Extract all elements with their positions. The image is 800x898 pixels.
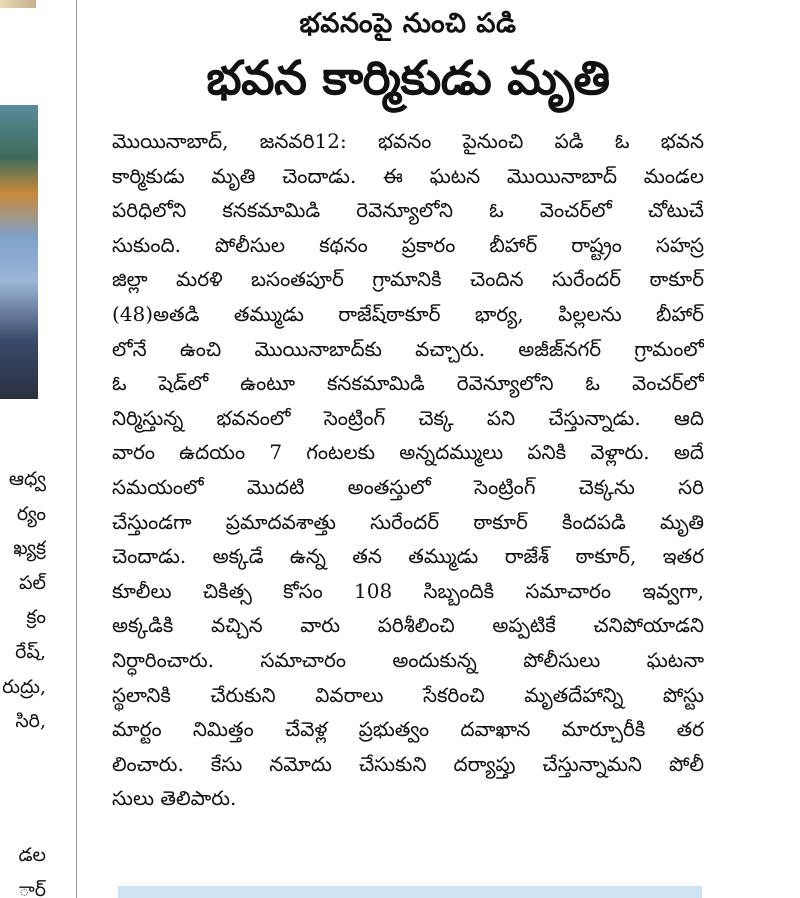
body-line: లించారు. కేసు నమోదు చేసుకుని దర్యాప్తు చేస్తున్నామని పోలీ	[112, 751, 704, 776]
body-line: పరిధిలోని కనకమామిడి రెవెన్యూలోని ఓ వెంచర్‌లో చోటుచే	[112, 198, 704, 223]
left-photo-clipped	[0, 105, 38, 399]
left-snippet: క్రం	[26, 606, 46, 629]
article-headline: భవన కార్మికుడు మృతి	[206, 51, 610, 106]
body-line: స్థలానికి చేరుకుని వివరాలు సేకరించి మృతదేహాన్ని పోస్టు	[112, 682, 704, 707]
body-line: మార్టం నిమిత్తం చేవెళ్ల ప్రభుత్వం దవాఖాన మార్చూరీకి తర	[112, 717, 704, 742]
body-line: సమయంలో మొదటి అంతస్తులో సెంట్రింగ్ చెక్కను సరి	[112, 474, 704, 499]
article-kicker: భవనంపై నుంచి పడి	[299, 8, 517, 39]
left-snippet: రుద్రు,	[2, 675, 46, 698]
left-snippet: ఆధ్వ	[8, 468, 46, 490]
left-snippet: రేష్,	[15, 640, 46, 663]
article-body	[112, 124, 704, 816]
body-line: కూలీలు చికిత్స కోసం 108 సిబ్బందికి సమాచారం ఇవ్వగా,	[112, 578, 704, 603]
left-snippet: ఖ్యక్ర	[13, 537, 46, 560]
body-line: చేస్తుండగా ప్రమాదవశాత్తు సురేందర్ ఠాకూర్ కిందపడి మృతి	[112, 509, 704, 534]
left-neighbor-column	[0, 0, 76, 898]
left-snippet: డల	[18, 844, 46, 866]
body-line: కార్మికుడు మృతి చెందాడు. ఈ ఘటన మొయినాబాద్ మండల	[112, 163, 704, 188]
body-line: మొయినాబాద్, జనవరి12: భవనం పైనుంచి పడి ఓ భవన	[112, 129, 704, 153]
body-line: సులు తెలిపారు.	[112, 786, 237, 811]
left-snippet: ార్	[18, 878, 46, 898]
body-line: (48)అతడి తమ్ముడు రాజేష్‌ఠాకూర్ భార్య, పిల్లలను బీహార్	[112, 301, 704, 326]
left-bottom-snippets	[0, 838, 60, 898]
news-article	[112, 0, 704, 816]
body-line: జిల్లా మరళి బసంతపూర్ గ్రామానికి చెందిన సురేందర్ ఠాకూర్	[112, 267, 704, 292]
body-line: నిర్మిస్తున్న భవనంలో సెంట్రింగ్ చెక్క పని చేస్తున్నాడు. ఆది	[112, 405, 704, 430]
body-line: వారం ఉదయం 7 గంటలకు అన్నదమ్ములు పనికి వెళ్లారు. అదే	[112, 440, 704, 465]
left-photo-edge-top	[0, 0, 36, 8]
body-line: చెందాడు. అక్కడే ఉన్న తన తమ్ముడు రాజేశ్ ఠాకూర్, ఇతర	[112, 544, 704, 569]
body-line: ఓ షెడ్‌లో ఉంటూ కనకమామిడి రెవెన్యూలోని ఓ వెంచర్‌లో	[112, 371, 704, 396]
left-snippet: పల్	[19, 571, 46, 594]
bottom-color-strip	[118, 886, 702, 898]
body-line: నిర్ధారించారు. సమాచారం అందుకున్న పోలీసులు ఘటనా	[112, 647, 704, 672]
left-snippet: సిరి,	[15, 710, 46, 733]
body-line: లోనే ఉంచి మొయినాబాద్‌కు వచ్చారు. అజీజ్‌నగర్ గ్రామంలో	[112, 336, 704, 361]
body-line: సుకుంది. పోలీసుల కథనం ప్రకారం బీహార్ రాష్ట్రం సహస్ర	[112, 232, 704, 257]
body-line: అక్కడికి వచ్చిన వారు పరిశీలించి అప్పటికే చనిపోయాడని	[112, 613, 704, 638]
left-text-snippets	[0, 462, 60, 739]
column-divider	[76, 0, 77, 898]
left-snippet: ర్యం	[16, 502, 46, 525]
